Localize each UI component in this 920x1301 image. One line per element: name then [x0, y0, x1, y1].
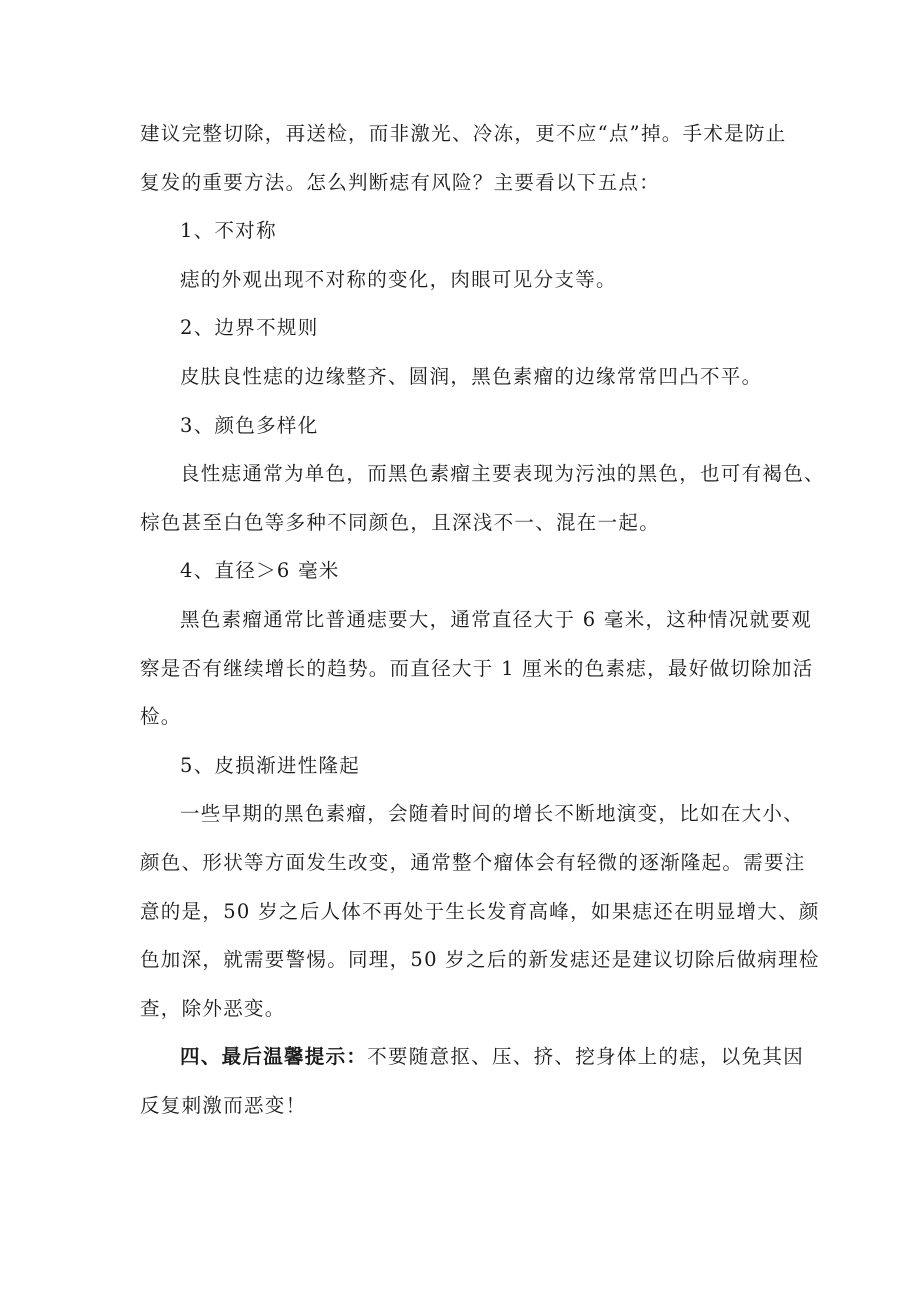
point-description-continued: 察是否有继续增长的趋势。而直径大于 1 厘米的色素痣，最好做切除加活 [140, 656, 814, 680]
point-heading-asymmetry: 1、不对称 [180, 219, 277, 243]
point-description: 痣的外观出现不对称的变化，肉眼可见分支等。 [180, 267, 617, 291]
final-tip-heading: 四、最后温馨提示： [180, 1045, 368, 1069]
final-tip-continued: 反复刺激而恶变！ [140, 1093, 307, 1117]
body-paragraph-line: 复发的重要方法。怎么判断痣有风险？主要看以下五点： [140, 170, 661, 194]
point-heading-color: 3、颜色多样化 [180, 413, 319, 437]
final-tip-line [140, 1033, 805, 1082]
point-description-continued: 意的是，50 岁之后人体不再处于生长发育高峰，如果痣还在明显增大、颜 [140, 899, 820, 923]
point-description: 一些早期的黑色素瘤，会随着时间的增长不断地演变，比如在大小、 [180, 802, 805, 826]
document-page [140, 110, 825, 1130]
point-description: 皮肤良性痣的边缘整齐、圆润，黑色素瘤的边缘常常凹凸不平。 [180, 364, 763, 388]
body-paragraph-line: 建议完整切除，再送检，而非激光、冷冻，更不应“点”掉。手术是防止 [140, 122, 787, 145]
point-description-continued: 棕色甚至白色等多种不同颜色，且深浅不一、混在一起。 [140, 510, 661, 534]
point-description-continued: 检。 [140, 705, 182, 729]
point-description: 黑色素瘤通常比普通痣要大，通常直径大于 6 毫米，这种情况就要观 [180, 607, 812, 631]
point-description: 良性痣通常为单色，而黑色素瘤主要表现为污浊的黑色，也可有褐色、 [180, 462, 825, 486]
point-heading-border: 2、边界不规则 [180, 316, 319, 340]
point-heading-diameter: 4、直径＞6 毫米 [180, 559, 340, 583]
final-tip-text: 不要随意抠、压、挤、挖身体上的痣，以免其因 [367, 1045, 805, 1069]
point-heading-elevation: 5、皮损渐进性隆起 [180, 753, 361, 777]
point-description-continued: 色加深，就需要警惕。同理，50 岁之后的新发痣还是建议切除后做病理检 [140, 948, 820, 972]
point-description-continued: 颜色、形状等方面发生改变，通常整个瘤体会有轻微的逐渐隆起。需要注 [140, 850, 806, 874]
point-description-continued: 查，除外恶变。 [140, 996, 286, 1020]
